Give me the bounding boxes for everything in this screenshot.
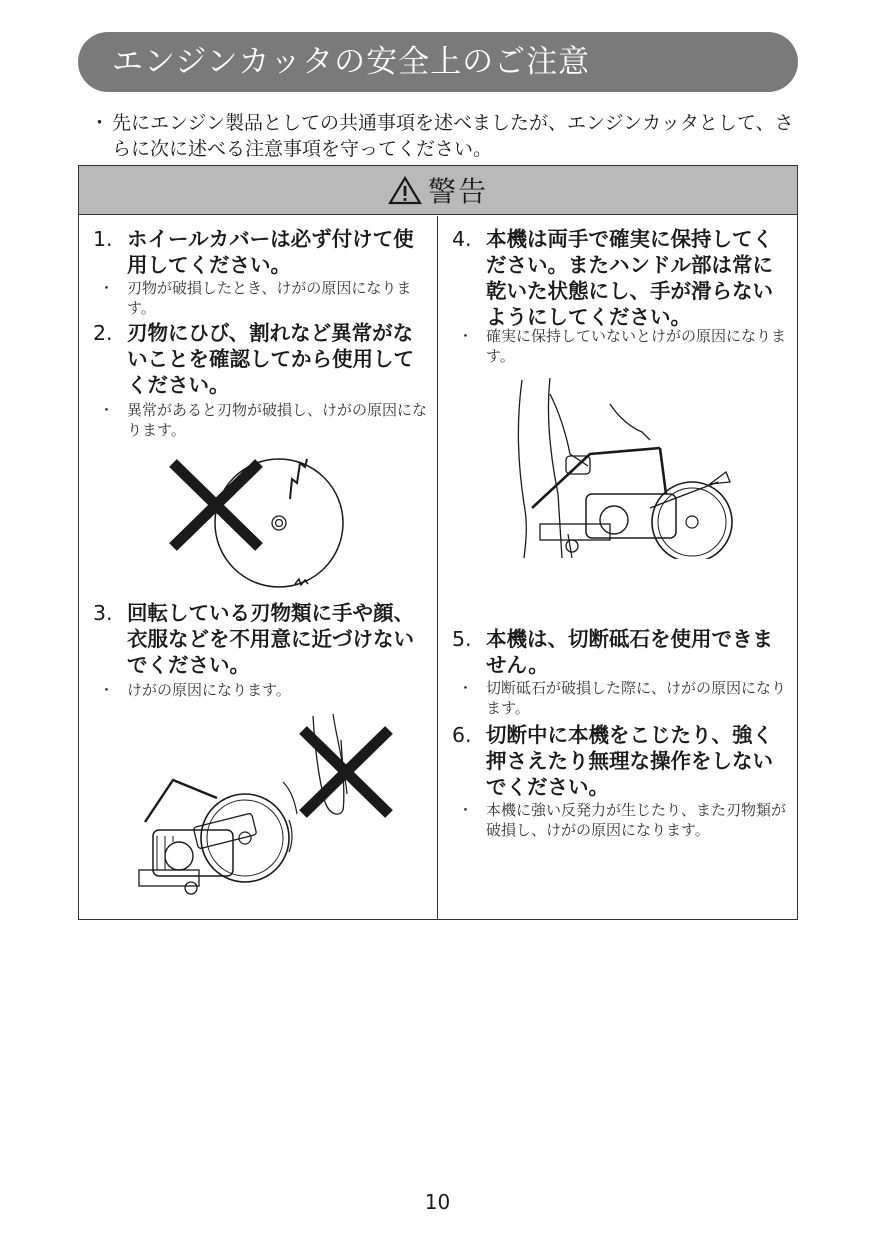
warning-item-5: 5. 本機は、切断砥石を使用できません。 bbox=[452, 627, 773, 677]
warning-note-2: ・ 異常があると刃物が破損し、けがの原因になります。 bbox=[99, 401, 428, 439]
warning-item-1: 1. ホイールカバーは必ず付けて使用してください。 bbox=[93, 227, 414, 277]
warning-item-4: 4. 本機は両手で確実に保持してください。またハンドル部は常に乾いた状態にし、手が滑らないようにしてください。 bbox=[452, 227, 773, 329]
cutter-hand-near-blade-illustration bbox=[133, 710, 393, 900]
warning-header bbox=[79, 166, 797, 215]
page-number: 10 bbox=[424, 1190, 451, 1214]
cracked-blade-illustration bbox=[167, 451, 352, 601]
warning-column-right bbox=[438, 216, 797, 919]
warning-column-left bbox=[79, 216, 438, 919]
warning-item-2: 2. 刃物にひび、割れなど異常がないことを確認してから使用してください。 bbox=[93, 321, 414, 397]
warning-triangle-icon bbox=[388, 175, 422, 205]
cutter-two-hand-grip-illustration bbox=[510, 374, 735, 559]
warning-note-1: ・ 刃物が破損したとき、けがの原因になります。 bbox=[99, 279, 412, 317]
intro-text: 先にエンジン製品としての共通事項を述べましたが、エンジンカッタとして、さらに次に述べる注意事項を守ってください。 bbox=[112, 112, 794, 160]
warning-note-6: ・ 本機に強い反発力が生じたり、また刃物類が破損し、けがの原因になります。 bbox=[458, 801, 787, 839]
warning-label: 警告 bbox=[427, 175, 488, 208]
warning-note-5: ・ 切断砥石が破損した際に、けがの原因になります。 bbox=[458, 679, 787, 717]
warning-note-3: ・ けがの原因になります。 bbox=[99, 681, 291, 699]
warning-item-6: 6. 切断中に本機をこじたり、強く押さえたり無理な操作をしないでください。 bbox=[452, 723, 773, 799]
warning-note-4: ・ 確実に保持していないとけがの原因になります。 bbox=[458, 327, 787, 365]
intro-bullet: ・ bbox=[90, 112, 110, 134]
warning-item-3: 3. 回転している刃物類に手や顔、衣服などを不用意に近づけないでください。 bbox=[93, 601, 414, 677]
page-title: エンジンカッタの安全上のご注意 bbox=[78, 32, 798, 92]
warning-box bbox=[78, 165, 798, 920]
intro-paragraph bbox=[90, 110, 805, 162]
